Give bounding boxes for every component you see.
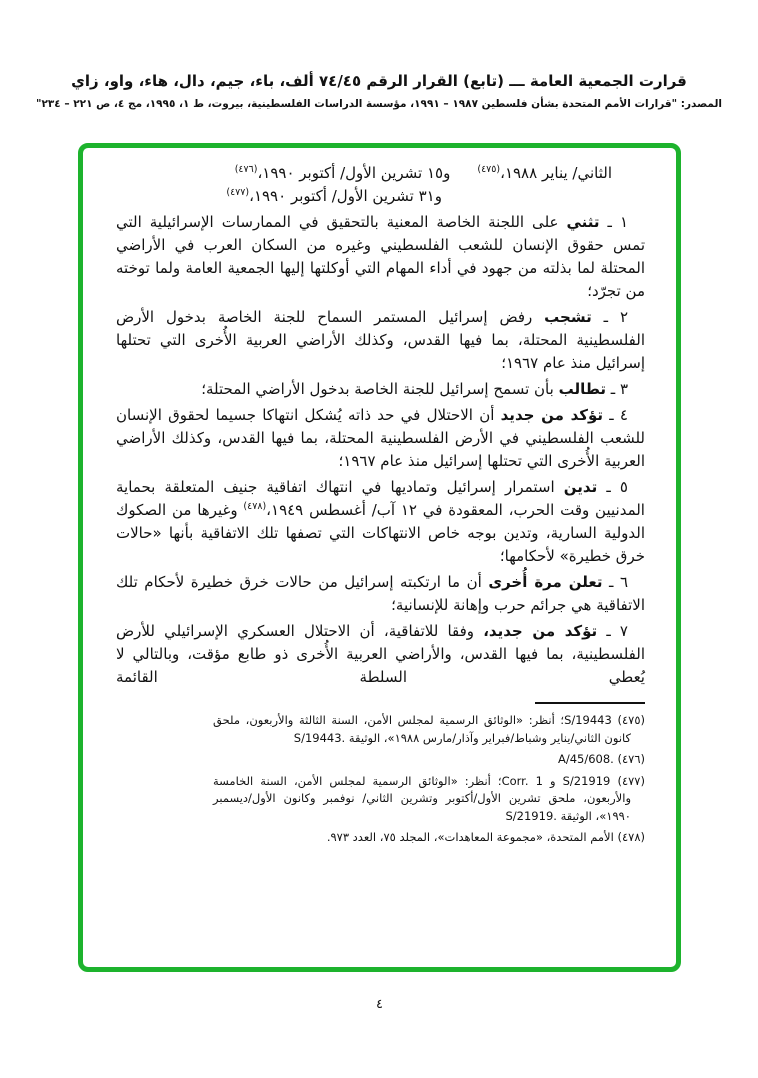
footnote-475 xyxy=(213,712,645,747)
footnote-ref-475: (٤٧٥) xyxy=(477,164,501,175)
footnote-marker: (٤٧٨) xyxy=(617,830,645,844)
resolution-paragraph-4 xyxy=(116,404,645,473)
paragraph-number: ٣ ـ xyxy=(610,380,628,398)
resolution-paragraph-2 xyxy=(116,306,645,375)
paragraph-text: أن ما ارتكبته إسرائيل من حالات خرق خطيرة لأحكام تلك الاتفاقية هي جرائم حرب وإهانة للإنسانية؛ xyxy=(116,573,645,614)
paragraph-operative-word: تدين xyxy=(563,478,598,496)
continuation-line-2 xyxy=(116,185,645,208)
paragraph-number: ٧ ـ xyxy=(606,622,628,640)
footnote-ref-477: (٤٧٧) xyxy=(226,187,250,198)
paragraph-text: وفقا للاتفاقية، أن الاحتلال العسكري الإسرائيلي للأرض الفلسطينية، بما فيها القدس، والأراضي العربية الأُخرى ذو طابع مؤقت، وبالتالي لا يُعطي السلطة القائمة xyxy=(116,622,645,686)
paragraph-operative-word: تؤكد من جديد، xyxy=(483,622,598,640)
paragraph-number: ١ ـ xyxy=(607,213,628,231)
footnote-marker: (٤٧٧) xyxy=(617,773,645,788)
paragraph-operative-word: تشجب xyxy=(544,308,592,326)
page-header xyxy=(0,72,758,110)
paragraph-text: أن الاحتلال في حد ذاته يُشكل انتهاكا جسيما لحقوق الإنسان للشعب الفلسطيني في الأرض الفلسطينية المحتلة، بما فيها القدس، وكذلك الأراضي العربية الأُخرى التي تحتلها إسرائيل منذ عام ١٩٦٧؛ xyxy=(116,406,645,470)
resolution-box xyxy=(78,143,681,972)
continuation-date-1: الثاني/ يناير ١٩٨٨،$^{(٤٧٥)}$ xyxy=(477,164,612,182)
paragraph-number: ٦ ـ xyxy=(609,573,629,591)
footnote-text: S/19443؛ أنظر: «الوثائق الرسمية لمجلس الأمن، السنة الثالثة والأربعون، ملحق كانون الثاني/يناير وشباط/فبراير وآذار/مارس ١٩٨٨»، الوثيقة xyxy=(213,713,631,745)
footnote-478 xyxy=(213,829,645,847)
footnote-marker: (٤٧٥) xyxy=(617,713,645,727)
page-number: ٤ xyxy=(376,997,383,1012)
footnote-ref-476: (٤٧٦) xyxy=(234,164,258,175)
footnote-marker: (٤٧٦) xyxy=(617,752,645,766)
footnote-document-code: S/19443. xyxy=(293,730,346,745)
footnote-text: S/21919 و Corr. 1؛ أنظر: «الوثائق الرسمية لمجلس الأمن، السنة الخامسة والأربعون، ملحق تشرين الأول/أكتوبر وتشرين الثاني/ نوفمبر وكانون الأول/ديسمبر ١٩٩٠»، الوثيقة xyxy=(213,773,631,823)
resolution-paragraph-1 xyxy=(116,211,645,303)
footnotes-block xyxy=(213,712,645,847)
resolution-paragraph-6 xyxy=(116,571,645,617)
paragraph-number: ٢ ـ xyxy=(603,308,628,326)
paragraph-number: ٥ ـ xyxy=(606,478,628,496)
paragraph-text: رفض إسرائيل المستمر السماح للجنة الخاصة بدخول الأرض الفلسطينية المحتلة، بما فيها القدس، وكذلك الأراضي العربية الأُخرى التي تحتلها إسرائيل منذ عام ١٩٦٧؛ xyxy=(116,308,645,372)
paragraph-operative-word: تثني xyxy=(566,213,600,231)
resolution-paragraph-7 xyxy=(116,620,645,689)
footnote-separator xyxy=(535,702,645,704)
footnote-document-code: A/45/608. xyxy=(557,752,614,766)
document-title: قرارت الجمعية العامة ـــ (تابع) القرار الرقم ٧٤/٤٥ ألف، باء، جيم، دال، هاء، واو، زاي xyxy=(71,72,687,90)
footnote-document-code: S/21919. xyxy=(505,808,557,823)
continuation-date-3: و٣١ تشرين الأول/ أكتوبر ١٩٩٠، xyxy=(249,187,442,205)
continuation-date-2: و١٥ تشرين الأول/ أكتوبر ١٩٩٠،$^{(٤٧٦)}$ xyxy=(234,164,451,182)
footnote-ref-478: (٤٧٨) xyxy=(243,501,267,512)
paragraph-number: ٤ ـ xyxy=(609,406,628,424)
paragraph-text-continued: وغيرها من الصكوك الدولية السارية، وتدين بوجه خاص الانتهاكات التي تصفها تلك الاتفاقية بأنها «حالات خرق خطيرة» لأحكامها؛ xyxy=(116,501,645,565)
continuation-line-1 xyxy=(116,162,645,185)
paragraph-operative-word: تطالب xyxy=(558,380,606,398)
footnote-477 xyxy=(213,773,645,826)
paragraph-text: على اللجنة الخاصة المعنية بالتحقيق في الممارسات الإسرائيلية التي تمس حقوق الإنسان للشعب الفلسطيني وغيره من السكان العرب في الأراضي المحتلة لما بذلته من جهود في أداء المهام التي أوكلتها إليها الجمعية العامة ولما توخته من تجرّد؛ xyxy=(116,213,645,300)
source-line: المصدر: "قرارات الأمم المتحدة بشأن فلسطين ١٩٨٧ – ١٩٩١، مؤسسة الدراسات الفلسطينية، بيروت، ط ١، ١٩٩٥، مج ٤، ص ٢٢١ – ٢٣٤" xyxy=(35,98,723,110)
footnote-text: الأمم المتحدة، «مجموعة المعاهدات»، المجلد ٧٥، العدد ٩٧٣. xyxy=(326,830,614,844)
resolution-paragraph-3 xyxy=(116,378,645,401)
resolution-paragraph-5 xyxy=(116,476,645,568)
paragraph-operative-word: تعلن مرة أُخرى xyxy=(488,573,603,591)
paragraph-operative-word: تؤكد من جديد xyxy=(500,406,604,424)
footnote-476 xyxy=(213,751,645,769)
paragraph-text: بأن تسمح إسرائيل للجنة الخاصة بدخول الأراضي المحتلة؛ xyxy=(201,380,554,398)
paragraph-text: استمرار إسرائيل وتماديها في انتهاك اتفاقية جنيف المتعلقة بحماية المدنيين وقت الحرب، المعقودة في ١٢ آب/ أغسطس ١٩٤٩، xyxy=(116,478,645,519)
